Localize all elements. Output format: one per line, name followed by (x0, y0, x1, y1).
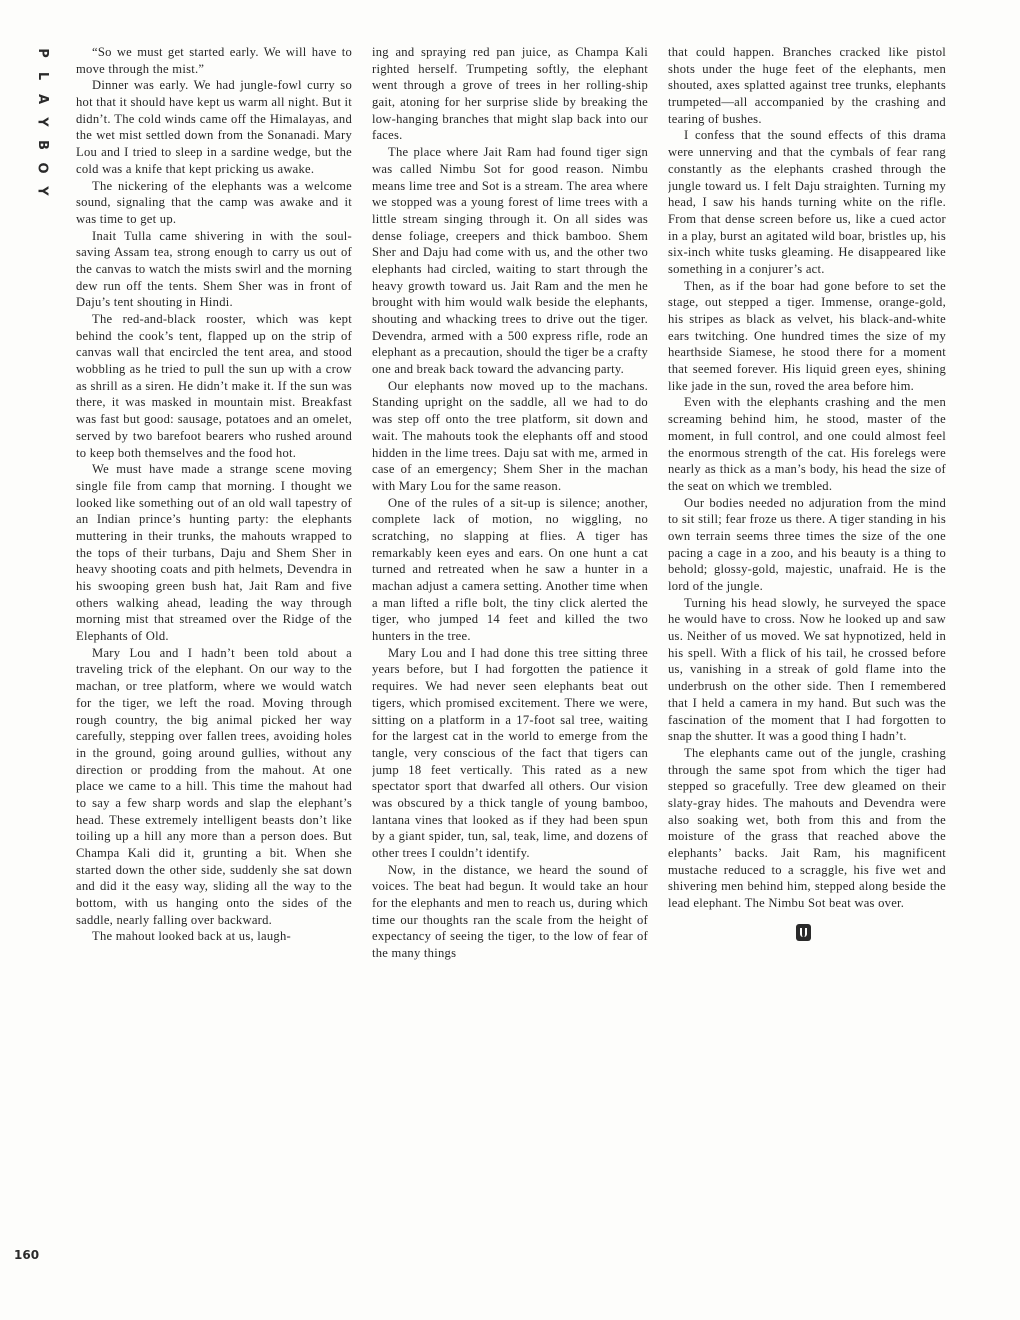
paragraph: We must have made a strange scene moving single file from camp that morning. I thought we looked like something out of an old wall tapestry of an Indian prince’s hunting party: the elephants muttering in their trunks, the mahouts wrapped to the tops of their turbans, Daju and Shem Sher in heavy shooting coats and pith helmets, Devendra in his swooping green bush hat, Jait Ram and five others walking ahead, leading the way through morning mist that streamed over the Ridge of the Elephants of Old. (76, 462, 352, 644)
paragraph: One of the rules of a sit-up is silence; another, complete lack of motion, no wiggling, no scratching, no slapping at flies. A tiger has remarkably keen eyes and ears. On one hunt a cat turned and retreated when he saw a hunter in a machan adjust a camera setting. Another time when a man lifted a rifle bolt, the tiny click alerted the tiger, who jumped 14 feet and killed the two hunters in the tree. (372, 495, 648, 644)
masthead-letter: O (35, 162, 50, 174)
column-1 (76, 44, 352, 1288)
masthead-letter: A (35, 93, 50, 105)
paragraph: The mahout looked back at us, laugh- (92, 929, 291, 944)
paragraph: The elephants came out of the jungle, crashing through the same spot from which the tiger had stepped so gracefully. Tree dew gleamed on their slaty-gray hides. The mahouts and Devendra were also soaking wet, both from this and from the moisture of the grass that reached above the elephants’ backs. Jait Ram, his magnificent mustache reduced to a scraggle, his five wet and shivering men behind him, stepped along beside the lead elephant. The Nimbu Sot beat was over. (668, 745, 946, 911)
paragraph: ing and spraying red pan juice, as Champa Kali righted herself. Trumpeting softly, the elephant went through a grove of trees in her rolling-ship gait, atoning for her surprise slide by breaking the low-hanging branches that might slap back into our faces. (372, 45, 648, 143)
paragraph: that could happen. Branches cracked like pistol shots under the huge feet of the elephants, men shouted, axes splatted against tree trunks, elephants trumpeted—all accompanied by the crashing and tearing of bushes. (668, 45, 946, 126)
page-number: 160 (14, 1248, 40, 1262)
masthead-letter: Y (34, 117, 50, 127)
paragraph: Then, as if the boar had gone before to set the stage, out stepped a tiger. Immense, orange-gold, his stripes as black as velvet, his black-and-white ears twitching. One hundred times the size of my hearthside Siamese, he stood there for a moment that seemed forever. His liquid green eyes, shining like jade in the sun, roved the area before him. (668, 278, 946, 393)
masthead-letter: Y (34, 186, 50, 196)
masthead-letter: L (34, 71, 50, 81)
paragraph: “So we must get started early. We will have to move through the mist.” (76, 45, 352, 76)
paragraph: Even with the elephants crashing and the men screaming behind him, he stood, master of the moment, in full control, and one could almost feel the enormous strength of the cat. His forelegs were nearly as thick as a man’s body, his head the size of the seat on which we trembled. (668, 395, 946, 493)
masthead-letter: B (34, 140, 50, 150)
paragraph: Turning his head slowly, he surveyed the space he would have to cross. Now he looked up and saw us. Neither of us moved. We sat hypnotized, held in his spell. With a flick of his tail, he crossed before us, vanishing in a streak of gold flame into the underbrush on the other side. Then I remembered that I held a camera in my hand. But such was the fascination of the moment that I had forgotten to snap the shutter. It was a good thing I hadn’t. (668, 595, 946, 744)
paragraph: Mary Lou and I had done this tree sitting three years before, but I had forgotten the patience it requires. We had never seen elephants beat out tigers, which promised excitement. There we were, sitting on a platform in a 17-foot sal tree, waiting for the largest cat in the world to emerge from the tangle, very conscious of the fact that tigers can jump 18 feet vertically. This rated as a new spectator sport that dwarfed all others. Our vision was obscured by a thick tangle of young bamboo, lantana vines that looked as if they had been spun by a giant spider, tun, sal, teak, lime, and dozens of other trees I couldn’t identify. (372, 645, 648, 860)
paragraph: Our bodies needed no adjuration from the mind to sit still; fear froze us there. A tiger standing in his own terrain seems three times the size of the one pacing a cage in a zoo, and his beauty is a thing to behold; glossy-gold, majestic, unafraid. He is the lord of the jungle. (668, 495, 946, 593)
paragraph: I confess that the sound effects of this drama were unnerving and that the cymbals of fear rang constantly as the elephants crashed through the jungle toward us. I felt Daju straighten. Turning my head, I saw his hands turning white on the rifle. From that dense screen before us, like a cued actor in a play, burst an agitated wild boar, bristles up, his six-inch white tusks gleaming. He disappeared like something in a conjurer’s act. (668, 128, 946, 276)
paragraph: Mary Lou and I hadn’t been told about a traveling trick of the elephant. On our way to the machan, or tree platform, where we would watch for the tiger, we left the road. Moving through rough country, the big animal picked her way carefully, stepping over fallen trees, avoiding holes in the ground, going around gullies, without any direction or prodding from the mahout. At one place we came to a hill. This time the mahout had to say a few sharp words and slap the elephant’s head. These extremely intelligent beasts don’t like toiling up a hill any more than a person does. But Champa Kali did it, grunting a bit. When she started down the other side, suddenly she sat down and did it the easy way, sliding all the way to the bottom, with us hanging onto the sides of the saddle, nearly falling over backward. (76, 645, 352, 927)
paragraph: Now, in the distance, we heard the sound of voices. The beat had begun. It would take an hour for the elephants and men to reach us, during which time our thoughts ran the scale from the height of expectancy of seeing the tiger, to the low of fear of the many things (372, 862, 648, 961)
column-2 (372, 44, 648, 1288)
paragraph: The red-and-black rooster, which was kept behind the cook’s tent, flapped up on the strip of canvas wall that encircled the tent area, and stood wobbling as he tried to pull the sun up with a crow as shrill as a siren. He didn’t make it. If the sun was there, it was masked in mountain mist. Breakfast was fast but good: sausage, potatoes and an omelet, served by two barefoot bearers who rushed around to keep both themselves and the food hot. (76, 312, 352, 460)
masthead-letter: P (35, 48, 50, 58)
paragraph: Dinner was early. We had jungle-fowl curry so hot that it should have kept us warm all night. But it didn’t. The cold winds came off the Himalayas, and the wet mist settled down from the Sonanadi. Mary Lou and I tried to sleep in a sardine wedge, but the cold was a knife that kept pricking us awake. (76, 78, 352, 176)
paragraph: The nickering of the elephants was a welcome sound, signaling that the camp was awake and it was time to get up. (76, 178, 352, 226)
paragraph: Our elephants now moved up to the machans. Standing upright on the saddle, all we had to do was step off onto the tree platform, sit down and wait. The mahouts took the elephants off and stood hidden in the lime trees. Daju sat with me, armed in case of an emergency; Shem Sher in the machan with Mary Lou for the same reason. (372, 378, 648, 493)
masthead (30, 44, 54, 200)
column-3 (668, 44, 946, 1288)
paragraph: Inait Tulla came shivering in with the soul-saving Assam tea, strong enough to carry us out of the canvas to watch the mists swirl and the morning dew run off the tents. Shem Sher was in front of Daju’s tent shouting in Hindi. (76, 228, 352, 310)
paragraph: The place where Jait Ram had found tiger sign was called Nimbu Sot for good reason. Nimbu means lime tree and Sot is a stream. The area where we stopped was a young forest of lime trees with a little stream singing through it. On all sides was dense foliage, creepers and thick bamboo. Shem Sher and Daju had come with us, and the other two elephants had circled, waiting to start through the heavy growth toward us. Jait Ram and the men he brought with him would walk beside the elephants, shouting and whacking trees to drive out the tiger. Devendra, armed with a 500 express rifle, rode an elephant as a precaution, should the tiger be a crafty one and break back toward the advancing party. (372, 145, 648, 377)
playboy-rabbit-end-mark-icon (796, 924, 811, 941)
